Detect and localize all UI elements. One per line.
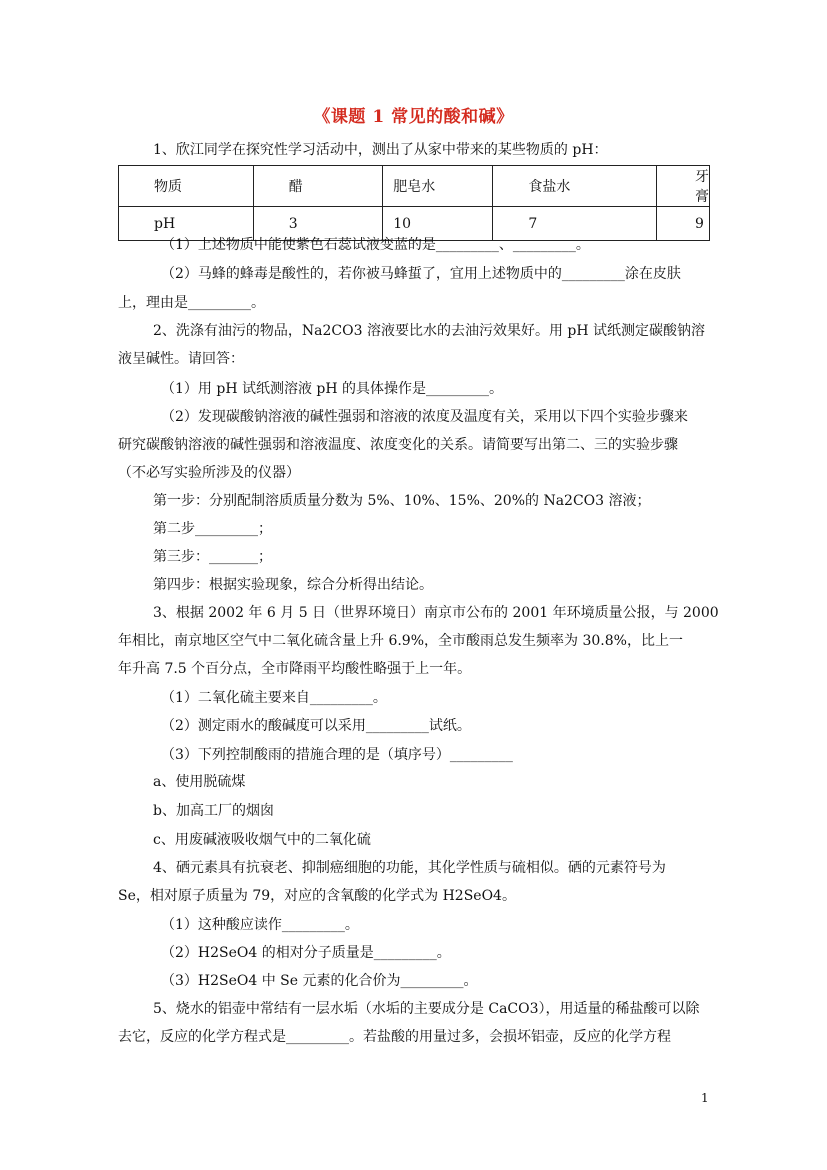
q3-intro-line1: 3、根据 2002 年 6 月 5 日（世界环境日）南京市公布的 2001 年环境质量公报，与 2000	[153, 605, 719, 621]
q2-intro-line1: 2、洗涤有油污的物品，Na2CO3 溶液要比水的去油污效果好。用 pH 试纸测定碳酸钠溶	[153, 323, 706, 339]
table-row	[119, 166, 710, 207]
q3-intro-line3: 年升高 7.5 个百分点，全市降雨平均酸性略强于上一年。	[118, 661, 472, 677]
q4-part1: （1）这种酸应读作_________。	[161, 917, 359, 933]
q3-intro-line2: 年相比，南京地区空气中二氧化硫含量上升 6.9%，全市酸雨总发生频率为 30.8%，比上一	[118, 633, 683, 649]
q5-intro-line1: 5、烧水的铝壶中常结有一层水垢（水垢的主要成分是 CaCO3），用适量的稀盐酸可以除	[153, 1001, 700, 1017]
q5-intro-line2: 去它，反应的化学方程式是_________。若盐酸的用量过多，会损坏铝壶，反应的化学方程	[118, 1029, 671, 1045]
q4-part3: （3）H2SeO4 中 Se 元素的化合价为_________。	[161, 973, 478, 989]
q2-step2: 第二步_________；	[153, 521, 272, 537]
table-cell: 醋	[253, 166, 382, 207]
q3-part2: （2）测定雨水的酸碱度可以采用_________试纸。	[161, 718, 471, 734]
q1-part2-line2: 上，理由是_________。	[118, 295, 265, 311]
table-cell: 9	[657, 207, 710, 241]
q1-part1: （1）上述物质中能使紫色石蕊试液变蓝的是_________、_________。	[161, 237, 590, 253]
table-cell: 10	[383, 207, 493, 241]
table-cell: 牙膏	[657, 166, 710, 207]
q3-part1: （1）二氧化硫主要来自_________。	[161, 690, 387, 706]
q2-part1: （1）用 pH 试纸测溶液 pH 的具体操作是_________。	[161, 381, 504, 397]
table-cell: 物质	[119, 166, 254, 207]
q2-part2-line1: （2）发现碳酸钠溶液的碱性强弱和溶液的浓度及温度有关，采用以下四个实验步骤来	[161, 409, 688, 425]
table-cell: 3	[253, 207, 382, 241]
q4-part2: （2）H2SeO4 的相对分子质量是_________。	[161, 945, 451, 961]
ph-table	[118, 165, 710, 241]
q3-option-c: c、用废碱液吸收烟气中的二氧化硫	[153, 832, 371, 848]
q4-intro-line2: Se，相对原子质量为 79，对应的含氧酸的化学式为 H2SeO4。	[118, 888, 516, 904]
page-number: 1	[701, 1091, 709, 1105]
q2-intro-line2: 液呈碱性。请回答：	[118, 351, 244, 367]
q2-step3: 第三步：_______；	[153, 549, 272, 565]
q2-part2-line2: 研究碳酸钠溶液的碱性强弱和溶液温度、浓度变化的关系。请简要写出第二、三的实验步骤	[118, 437, 678, 453]
page-title: 《课题 1 常见的酸和碱》	[313, 107, 514, 127]
q1-intro: 1、欣江同学在探究性学习活动中，测出了从家中带来的某些物质的 pH：	[153, 142, 608, 158]
table-cell: 7	[493, 207, 657, 241]
q3-option-a: a、使用脱硫煤	[153, 774, 246, 790]
q3-part3: （3）下列控制酸雨的措施合理的是（填序号）_________	[161, 747, 513, 763]
table-cell: 食盐水	[493, 166, 657, 207]
table-cell: pH	[119, 207, 254, 241]
table-cell: 肥皂水	[383, 166, 493, 207]
q2-step1: 第一步：分别配制溶质质量分数为 5%、10%、15%、20%的 Na2CO3 溶液；	[153, 493, 651, 509]
q4-intro-line1: 4、硒元素具有抗衰老、抑制癌细胞的功能，其化学性质与硫相似。硒的元素符号为	[153, 860, 666, 876]
q1-part2-line1: （2）马蜂的蜂毒是酸性的，若你被马蜂蜇了，宜用上述物质中的_________涂在皮肤	[161, 266, 681, 282]
q2-part2-line3: （不必写实验所涉及的仪器）	[118, 465, 300, 481]
q3-option-b: b、加高工厂的烟囱	[153, 803, 274, 819]
q2-step4: 第四步：根据实验现象，综合分析得出结论。	[153, 577, 433, 593]
